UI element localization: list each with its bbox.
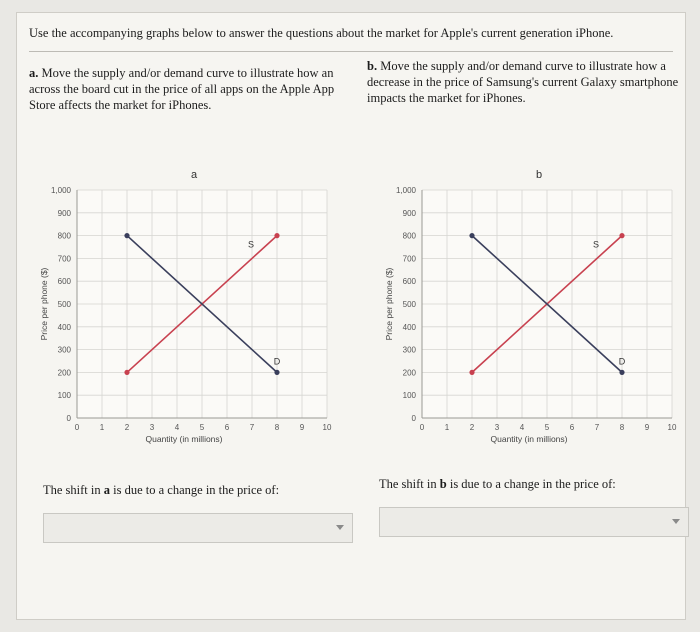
supply-handle-start bbox=[469, 370, 474, 375]
supply-handle-start bbox=[124, 370, 129, 375]
instructions: Use the accompanying graphs below to answer the questions about the market for Apple's current generation iPhone. bbox=[29, 26, 614, 40]
answer-a-label-post: is due to a change in the price of: bbox=[110, 483, 280, 497]
y-tick-label: 900 bbox=[402, 208, 416, 218]
x-axis-label: Quantity (in millions) bbox=[145, 434, 223, 444]
y-tick-label: 800 bbox=[57, 231, 71, 241]
x-tick-label: 1 bbox=[99, 423, 105, 432]
y-tick-label: 600 bbox=[57, 277, 71, 287]
demand-handle-end bbox=[274, 370, 279, 375]
answer-b-label-pre: The shift in bbox=[379, 477, 440, 491]
question-a-text: Move the supply and/or demand curve to illustrate how an across the board cut in the price of all apps on the Apple App Store affects the market for iPhones. bbox=[29, 66, 335, 112]
chevron-down-icon bbox=[672, 519, 680, 524]
question-b bbox=[367, 58, 679, 106]
x-tick-label: 0 bbox=[419, 423, 425, 432]
y-tick-label: 1,000 bbox=[50, 186, 71, 195]
x-tick-label: 5 bbox=[544, 423, 550, 432]
x-tick-label: 7 bbox=[249, 423, 255, 432]
question-b-text: Move the supply and/or demand curve to illustrate how a decrease in the price of Samsung's current Galaxy smartphone impacts the market for iPhones. bbox=[367, 59, 679, 105]
x-tick-label: 6 bbox=[569, 423, 575, 432]
question-a-prefix: a. bbox=[29, 66, 39, 80]
y-tick-label: 400 bbox=[57, 322, 71, 332]
x-tick-label: 4 bbox=[519, 423, 525, 432]
x-tick-label: 10 bbox=[322, 423, 332, 432]
y-tick-label: 100 bbox=[402, 391, 416, 401]
y-tick-label: 900 bbox=[57, 208, 71, 218]
answer-a-dropdown[interactable] bbox=[43, 513, 353, 543]
y-tick-label: 400 bbox=[402, 322, 416, 332]
y-tick-label: 300 bbox=[57, 345, 71, 355]
x-tick-label: 2 bbox=[469, 423, 475, 432]
x-tick-label: 5 bbox=[199, 423, 205, 432]
y-tick-label: 100 bbox=[57, 391, 71, 401]
supply-handle-end bbox=[619, 233, 624, 238]
x-tick-label: 1 bbox=[444, 423, 450, 432]
answer-b-label-key: b bbox=[439, 477, 447, 491]
supply-handle-end bbox=[274, 233, 279, 238]
y-tick-label: 1,000 bbox=[395, 186, 416, 195]
worksheet bbox=[16, 12, 686, 620]
y-axis-label: Price per phone ($) bbox=[39, 267, 49, 341]
answer-b-label-post: is due to a change in the price of: bbox=[446, 477, 616, 491]
answer-b-dropdown[interactable] bbox=[379, 507, 689, 537]
y-tick-label: 200 bbox=[57, 368, 71, 378]
y-axis-label: Price per phone ($) bbox=[384, 267, 394, 341]
divider bbox=[29, 51, 673, 52]
x-tick-label: 2 bbox=[124, 423, 130, 432]
x-tick-label: 7 bbox=[594, 423, 600, 432]
answer-a-label-key: a bbox=[103, 483, 111, 497]
chevron-down-icon bbox=[336, 525, 344, 530]
chart-a[interactable] bbox=[17, 153, 352, 463]
chart-b[interactable] bbox=[362, 153, 697, 463]
y-tick-label: 700 bbox=[402, 254, 416, 264]
x-tick-label: 9 bbox=[644, 423, 650, 432]
y-tick-label: 300 bbox=[402, 345, 416, 355]
x-tick-label: 6 bbox=[224, 423, 230, 432]
x-tick-label: 3 bbox=[494, 423, 500, 432]
question-b-prefix: b. bbox=[367, 59, 378, 73]
question-a bbox=[29, 65, 359, 113]
demand-handle-start bbox=[469, 233, 474, 238]
demand-label: D bbox=[618, 356, 626, 367]
x-tick-label: 3 bbox=[149, 423, 155, 432]
x-tick-label: 8 bbox=[274, 423, 280, 432]
x-tick-label: 10 bbox=[667, 423, 677, 432]
y-tick-label: 200 bbox=[402, 368, 416, 378]
y-tick-label: 0 bbox=[66, 414, 71, 423]
answer-b-label bbox=[379, 477, 616, 492]
y-tick-label: 500 bbox=[402, 300, 416, 309]
chart-title: a bbox=[190, 169, 198, 181]
demand-handle-start bbox=[124, 233, 129, 238]
x-tick-label: 0 bbox=[74, 423, 80, 432]
supply-label: S bbox=[592, 239, 600, 250]
demand-label: D bbox=[273, 356, 281, 367]
y-tick-label: 700 bbox=[57, 254, 71, 264]
supply-label: S bbox=[247, 239, 255, 250]
demand-handle-end bbox=[619, 370, 624, 375]
y-tick-label: 0 bbox=[411, 414, 416, 423]
y-tick-label: 800 bbox=[402, 231, 416, 241]
answer-a-label-pre: The shift in bbox=[43, 483, 104, 497]
x-tick-label: 4 bbox=[174, 423, 180, 432]
y-tick-label: 600 bbox=[402, 277, 416, 287]
y-tick-label: 500 bbox=[57, 300, 71, 309]
chart-title: b bbox=[535, 169, 543, 181]
x-tick-label: 8 bbox=[619, 423, 625, 432]
x-axis-label: Quantity (in millions) bbox=[490, 434, 568, 444]
answer-a-label bbox=[43, 483, 279, 498]
x-tick-label: 9 bbox=[299, 423, 305, 432]
